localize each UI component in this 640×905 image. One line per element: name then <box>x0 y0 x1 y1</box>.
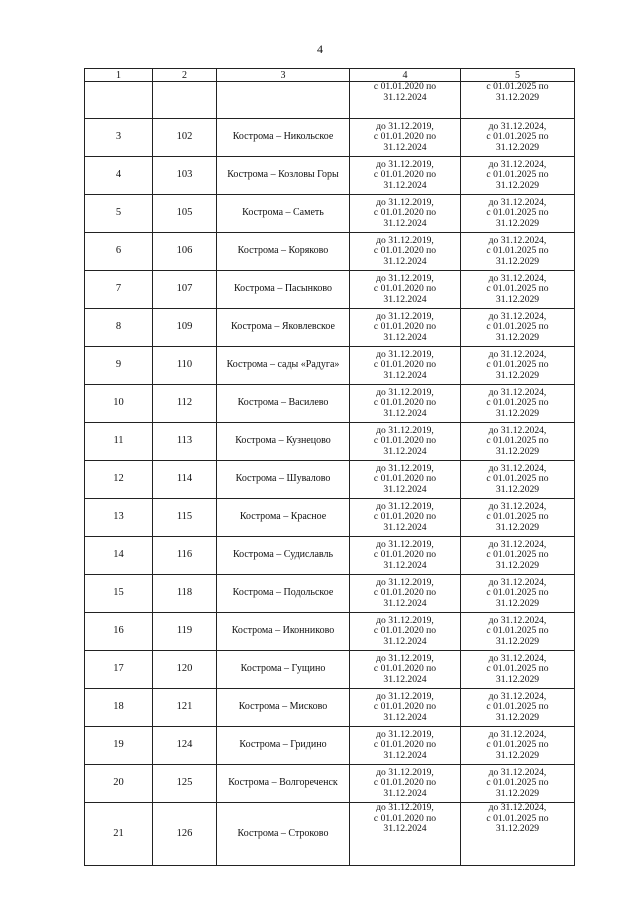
period-line: с 01.01.2025 по <box>486 777 549 789</box>
route-number: 114 <box>153 461 217 499</box>
table-row <box>85 119 575 157</box>
period-line: 31.12.2024 <box>383 749 427 761</box>
period-line: с 01.01.2020 по <box>373 321 437 333</box>
period-col-4 <box>350 575 461 613</box>
period-line: до 31.12.2019, <box>376 462 434 474</box>
period-col-5 <box>461 765 575 803</box>
period-col-4 <box>350 765 461 803</box>
period-line: с 01.01.2025 по <box>486 207 549 219</box>
route-name: Кострома – Коряково <box>217 233 350 271</box>
period-col-5 <box>461 423 575 461</box>
period-col-4 <box>350 309 461 347</box>
period-line: до 31.12.2024, <box>488 120 547 132</box>
table-row <box>85 423 575 461</box>
period-col-5 <box>461 119 575 157</box>
period-line: до 31.12.2019, <box>376 310 434 322</box>
table-row <box>85 461 575 499</box>
period-line: с 01.01.2025 по <box>486 625 549 637</box>
period-line: с 01.01.2020 по <box>373 812 437 824</box>
period-col-4 <box>350 537 461 575</box>
row-number: 16 <box>85 613 153 651</box>
period-col-5 <box>461 689 575 727</box>
period-line: до 31.12.2024, <box>488 348 547 360</box>
period-line: 31.12.2024 <box>383 407 427 419</box>
period-col-4 <box>350 727 461 765</box>
row-number: 6 <box>85 233 153 271</box>
table-row <box>85 347 575 385</box>
period-line: с 01.01.2025 по <box>486 701 549 713</box>
period-line: до 31.12.2019, <box>376 424 434 436</box>
period-line: до 31.12.2024, <box>488 500 547 512</box>
period-line: 31.12.2029 <box>495 635 540 647</box>
period-line: 31.12.2024 <box>383 597 427 609</box>
period-col-4 <box>350 689 461 727</box>
period-line: с 01.01.2025 по <box>486 131 549 143</box>
route-name: Кострома – сады «Радуга» <box>217 347 350 385</box>
table-row <box>85 613 575 651</box>
row-number: 17 <box>85 651 153 689</box>
row-number: 18 <box>85 689 153 727</box>
period-line: с 01.01.2020 по <box>373 131 437 143</box>
period-line: 31.12.2024 <box>383 711 427 723</box>
route-number: 102 <box>153 119 217 157</box>
route-name: Кострома – Гридино <box>217 727 350 765</box>
period-line: 31.12.2029 <box>495 369 540 381</box>
period-line: до 31.12.2019, <box>376 538 434 550</box>
period-line: до 31.12.2024, <box>488 196 547 208</box>
period-line: с 01.01.2020 по <box>373 359 437 371</box>
period-col-5 <box>461 651 575 689</box>
row-number: 19 <box>85 727 153 765</box>
period-col-4 <box>350 461 461 499</box>
route-name: Кострома – Судиславль <box>217 537 350 575</box>
route-number: 120 <box>153 651 217 689</box>
period-line: с 01.01.2020 по <box>373 245 437 257</box>
route-name: Кострома – Василево <box>217 385 350 423</box>
period-col-5 <box>461 613 575 651</box>
table-row <box>85 765 575 803</box>
period-line: 31.12.2024 <box>383 483 427 495</box>
route-name: Кострома – Пасынково <box>217 271 350 309</box>
period-col-5 <box>461 195 575 233</box>
period-col-5 <box>461 309 575 347</box>
period-line: с 01.01.2025 по <box>486 435 549 447</box>
route-name: Кострома – Гущино <box>217 651 350 689</box>
table-row <box>85 575 575 613</box>
route-number: 106 <box>153 233 217 271</box>
route-number: 110 <box>153 347 217 385</box>
period-line: 31.12.2024 <box>383 635 427 647</box>
period-line: с 01.01.2025 по <box>486 321 549 333</box>
period-col-5 <box>461 575 575 613</box>
route-name: Кострома – Подольское <box>217 575 350 613</box>
period-line: до 31.12.2024, <box>488 158 547 170</box>
period-line: до 31.12.2019, <box>376 120 434 132</box>
period-line: 31.12.2029 <box>495 293 540 305</box>
period-line: 31.12.2024 <box>383 559 427 571</box>
period-line: до 31.12.2024, <box>488 614 547 626</box>
period-col-4 <box>350 651 461 689</box>
period-line: 31.12.2024 <box>383 255 427 267</box>
period-line: с 01.01.2020 по <box>373 169 437 181</box>
header-col-1: 1 <box>85 69 153 82</box>
period-col-4 <box>350 499 461 537</box>
period-line: с 01.01.2025 по <box>486 739 549 751</box>
period-line: 31.12.2029 <box>495 445 540 457</box>
route-number: 121 <box>153 689 217 727</box>
period-line: 31.12.2029 <box>495 255 540 267</box>
period-line: до 31.12.2019, <box>376 802 434 813</box>
period-line: 31.12.2029 <box>495 483 540 495</box>
header-row <box>85 69 575 82</box>
table-row <box>85 233 575 271</box>
period-line: до 31.12.2024, <box>488 728 547 740</box>
period-line: с 01.01.2020 по <box>373 587 437 599</box>
period-line: 31.12.2024 <box>383 179 427 191</box>
period-line: до 31.12.2019, <box>376 386 434 398</box>
row-number: 15 <box>85 575 153 613</box>
row-number: 3 <box>85 119 153 157</box>
period-line: 31.12.2029 <box>495 749 540 761</box>
route-name: Кострома – Саметь <box>217 195 350 233</box>
route-number: 112 <box>153 385 217 423</box>
row-number: 9 <box>85 347 153 385</box>
period-line: с 01.01.2020 по <box>373 663 437 675</box>
period-col-4 <box>350 233 461 271</box>
period-line: до 31.12.2024, <box>488 462 547 474</box>
route-name: Кострома – Волгореченск <box>217 765 350 803</box>
route-number: 125 <box>153 765 217 803</box>
period-col-4 <box>350 613 461 651</box>
period-line: 31.12.2024 <box>383 369 427 381</box>
period-line: с 01.01.2020 по <box>373 625 437 637</box>
period-line: 31.12.2024 <box>383 91 427 103</box>
period-line: 31.12.2024 <box>383 673 427 685</box>
period-line: 31.12.2029 <box>495 217 540 229</box>
period-col-5 <box>461 157 575 195</box>
period-line: с 01.01.2025 по <box>486 587 549 599</box>
row-number: 10 <box>85 385 153 423</box>
period-line: до 31.12.2019, <box>376 348 434 360</box>
period-line: с 01.01.2025 по <box>486 812 549 824</box>
row-number: 12 <box>85 461 153 499</box>
route-number: 109 <box>153 309 217 347</box>
period-line: с 01.01.2025 по <box>486 511 549 523</box>
period-col-5 <box>461 233 575 271</box>
period-line: до 31.12.2024, <box>488 310 547 322</box>
period-line: 31.12.2029 <box>495 141 540 153</box>
route-name: Кострома – Строково <box>217 803 350 866</box>
row-number: 7 <box>85 271 153 309</box>
period-line: с 01.01.2025 по <box>486 473 549 485</box>
route-name: Кострома – Кузнецово <box>217 423 350 461</box>
period-line: до 31.12.2024, <box>488 538 547 550</box>
period-line: 31.12.2024 <box>383 823 427 835</box>
period-line: с 01.01.2020 по <box>373 777 437 789</box>
route-number: 116 <box>153 537 217 575</box>
period-line: до 31.12.2019, <box>376 690 434 702</box>
period-col-5 <box>461 271 575 309</box>
period-col-4 <box>350 271 461 309</box>
period-line: до 31.12.2019, <box>376 652 434 664</box>
table-row <box>85 385 575 423</box>
period-line: до 31.12.2019, <box>376 196 434 208</box>
period-line: до 31.12.2024, <box>488 766 547 778</box>
period-line: с 01.01.2020 по <box>373 701 437 713</box>
period-line: с 01.01.2020 по <box>373 435 437 447</box>
route-number <box>153 82 217 119</box>
period-line: 31.12.2029 <box>495 331 540 343</box>
route-name: Кострома – Красное <box>217 499 350 537</box>
period-line: с 01.01.2025 по <box>486 359 549 371</box>
period-line: с 01.01.2020 по <box>373 549 437 561</box>
header-col-3: 3 <box>217 69 350 82</box>
period-col-4 <box>350 119 461 157</box>
period-col-4 <box>350 803 461 866</box>
period-col-5 <box>461 82 575 119</box>
route-name: Кострома – Иконниково <box>217 613 350 651</box>
period-col-5 <box>461 385 575 423</box>
period-line: с 01.01.2025 по <box>486 81 549 92</box>
period-line: с 01.01.2020 по <box>373 207 437 219</box>
period-line: с 01.01.2025 по <box>486 397 549 409</box>
period-line: до 31.12.2024, <box>488 576 547 588</box>
period-line: с 01.01.2025 по <box>486 283 549 295</box>
period-line: до 31.12.2024, <box>488 690 547 702</box>
period-line: с 01.01.2020 по <box>373 283 437 295</box>
period-line: 31.12.2024 <box>383 217 427 229</box>
page-number: 4 <box>317 42 323 56</box>
period-line: 31.12.2029 <box>495 91 540 103</box>
header-col-4: 4 <box>350 69 461 82</box>
period-line: 31.12.2029 <box>495 179 540 191</box>
period-col-4 <box>350 347 461 385</box>
table-row <box>85 727 575 765</box>
period-line: до 31.12.2019, <box>376 766 434 778</box>
period-line: 31.12.2024 <box>383 293 427 305</box>
period-line: 31.12.2029 <box>495 711 540 723</box>
period-col-5 <box>461 727 575 765</box>
period-line: до 31.12.2019, <box>376 728 434 740</box>
period-line: с 01.01.2025 по <box>486 549 549 561</box>
route-name <box>217 82 350 119</box>
period-line: 31.12.2029 <box>495 673 540 685</box>
route-number: 126 <box>153 803 217 866</box>
period-line: с 01.01.2025 по <box>486 245 549 257</box>
header-col-5: 5 <box>461 69 575 82</box>
period-col-5 <box>461 803 575 866</box>
period-line: до 31.12.2019, <box>376 614 434 626</box>
period-line: 31.12.2029 <box>495 787 540 799</box>
row-number: 14 <box>85 537 153 575</box>
period-line: до 31.12.2024, <box>488 386 547 398</box>
route-name: Кострома – Никольское <box>217 119 350 157</box>
row-number: 8 <box>85 309 153 347</box>
period-line: до 31.12.2024, <box>488 272 547 284</box>
period-line: до 31.12.2019, <box>376 158 434 170</box>
table-row <box>85 689 575 727</box>
period-line: до 31.12.2019, <box>376 234 434 246</box>
period-col-4 <box>350 385 461 423</box>
period-line: с 01.01.2020 по <box>373 397 437 409</box>
period-col-5 <box>461 347 575 385</box>
period-line: 31.12.2024 <box>383 331 427 343</box>
period-line: 31.12.2029 <box>495 521 540 533</box>
period-line: 31.12.2029 <box>495 407 540 419</box>
header-col-2: 2 <box>153 69 217 82</box>
continuation-row <box>85 82 575 119</box>
route-name: Кострома – Мисково <box>217 689 350 727</box>
period-col-5 <box>461 499 575 537</box>
period-col-5 <box>461 537 575 575</box>
period-line: с 01.01.2020 по <box>373 511 437 523</box>
period-col-4 <box>350 195 461 233</box>
row-number: 5 <box>85 195 153 233</box>
route-number: 115 <box>153 499 217 537</box>
route-number: 124 <box>153 727 217 765</box>
period-line: с 01.01.2020 по <box>373 739 437 751</box>
table-row <box>85 651 575 689</box>
period-line: 31.12.2024 <box>383 445 427 457</box>
period-col-4 <box>350 423 461 461</box>
period-line: с 01.01.2020 по <box>373 473 437 485</box>
period-line: до 31.12.2019, <box>376 272 434 284</box>
period-col-4 <box>350 157 461 195</box>
period-line: 31.12.2029 <box>495 823 540 835</box>
period-line: до 31.12.2019, <box>376 500 434 512</box>
row-number: 4 <box>85 157 153 195</box>
period-line: с 01.01.2025 по <box>486 663 549 675</box>
period-line: 31.12.2024 <box>383 787 427 799</box>
route-number: 118 <box>153 575 217 613</box>
route-number: 107 <box>153 271 217 309</box>
period-line: до 31.12.2024, <box>488 652 547 664</box>
table-row <box>85 309 575 347</box>
row-number <box>85 82 153 119</box>
table-row <box>85 271 575 309</box>
route-name: Кострома – Шувалово <box>217 461 350 499</box>
period-col-4 <box>350 82 461 119</box>
row-number: 21 <box>85 803 153 866</box>
period-line: 31.12.2024 <box>383 521 427 533</box>
table-row <box>85 499 575 537</box>
route-number: 103 <box>153 157 217 195</box>
period-line: до 31.12.2019, <box>376 576 434 588</box>
route-number: 105 <box>153 195 217 233</box>
routes-table <box>84 68 575 866</box>
table-row <box>85 157 575 195</box>
route-number: 113 <box>153 423 217 461</box>
route-number: 119 <box>153 613 217 651</box>
period-line: до 31.12.2024, <box>488 234 547 246</box>
table-row <box>85 537 575 575</box>
table-row <box>85 195 575 233</box>
row-number: 13 <box>85 499 153 537</box>
period-line: с 01.01.2020 по <box>373 81 437 92</box>
row-number: 20 <box>85 765 153 803</box>
row-number: 11 <box>85 423 153 461</box>
route-name: Кострома – Козловы Горы <box>217 157 350 195</box>
period-line: до 31.12.2024, <box>488 424 547 436</box>
period-line: 31.12.2024 <box>383 141 427 153</box>
period-line: 31.12.2029 <box>495 597 540 609</box>
route-name: Кострома – Яковлевское <box>217 309 350 347</box>
period-col-5 <box>461 461 575 499</box>
period-line: с 01.01.2025 по <box>486 169 549 181</box>
period-line: до 31.12.2024, <box>488 802 547 813</box>
table-row <box>85 803 575 866</box>
period-line: 31.12.2029 <box>495 559 540 571</box>
